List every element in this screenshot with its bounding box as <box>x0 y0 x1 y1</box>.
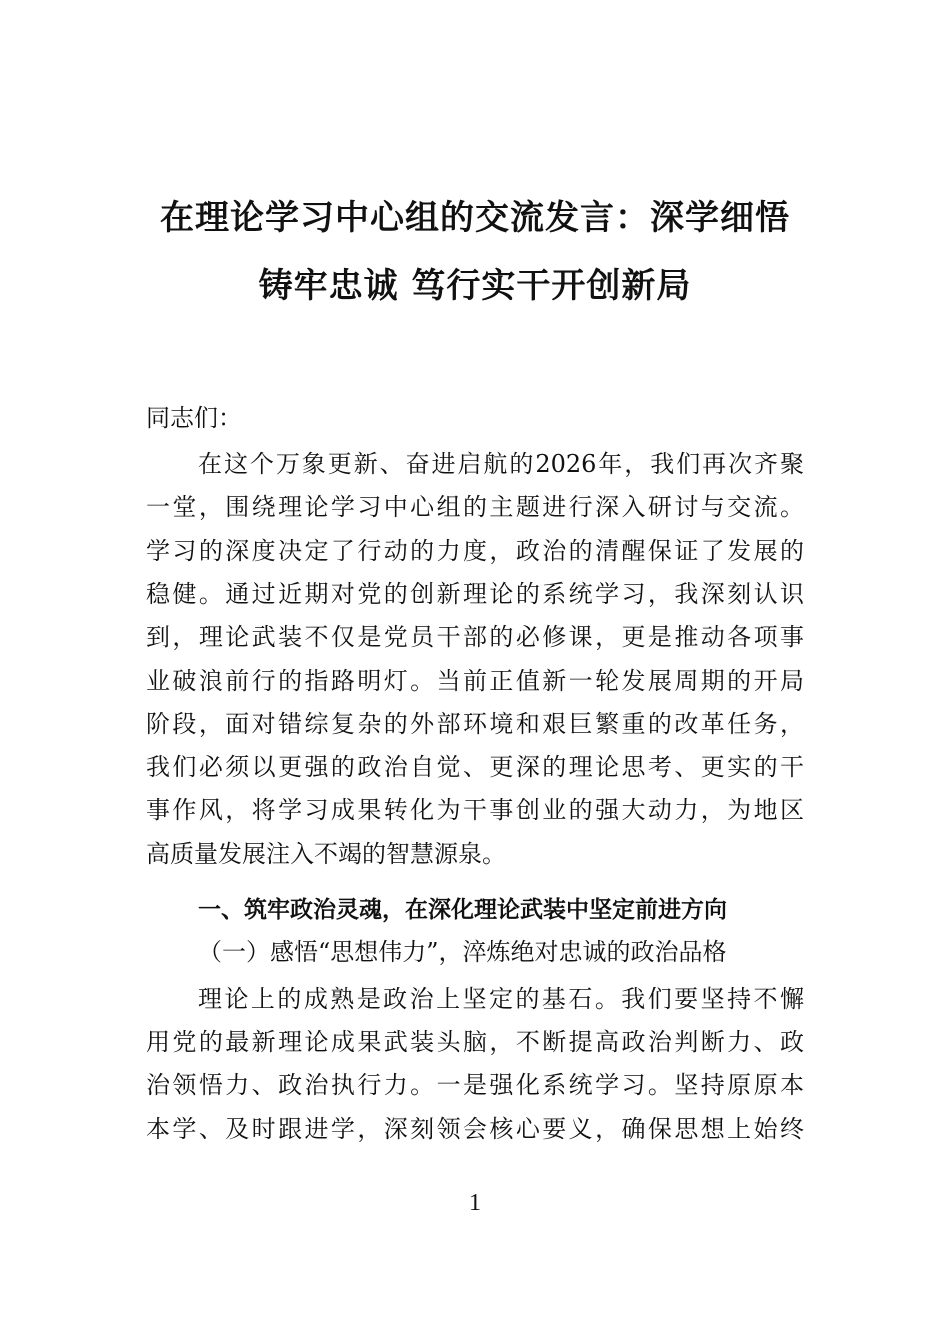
salutation: 同志们： <box>146 404 242 432</box>
page-number: 1 <box>469 1190 481 1216</box>
intro-line: 到，理论武装不仅是党员干部的必修课，更是推动各项事 <box>146 623 804 651</box>
document-title-line-2: 铸牢忠诚 笃行实干开创新局 <box>258 266 692 306</box>
intro-line: 阶段，面对错综复杂的外部环境和艰巨繁重的改革任务， <box>146 710 804 738</box>
intro-line: 我们必须以更强的政治自觉、更深的理论思考、更实的干 <box>146 753 804 781</box>
intro-line: 在这个万象更新、奋进启航的2026年，我们再次齐聚 <box>198 450 804 478</box>
document-title-line-1: 在理论学习中心组的交流发言：深学细悟 <box>160 198 790 238</box>
intro-line: 业破浪前行的指路明灯。当前正值新一轮发展周期的开局 <box>146 667 804 695</box>
section-line: 理论上的成熟是政治上坚定的基石。我们要坚持不懈 <box>198 985 804 1013</box>
intro-line: 高质量发展注入不竭的智慧源泉。 <box>146 840 506 868</box>
section-line: 用党的最新理论成果武装头脑，不断提高政治判断力、政 <box>146 1028 804 1056</box>
intro-line: 学习的深度决定了行动的力度，政治的清醒保证了发展的 <box>146 537 804 565</box>
section-line: 治领悟力、政治执行力。一是强化系统学习。坚持原原本 <box>146 1071 804 1099</box>
intro-line: 稳健。通过近期对党的创新理论的系统学习，我深刻认识 <box>146 580 804 608</box>
section-heading: 一、筑牢政治灵魂，在深化理论武装中坚定前进方向 <box>198 897 727 923</box>
section-line: 本学、及时跟进学，深刻领会核心要义，确保思想上始终 <box>146 1115 804 1143</box>
subsection-heading: （一）感悟“思想伟力”，淬炼绝对忠诚的政治品格 <box>198 938 727 966</box>
intro-line: 一堂，围绕理论学习中心组的主题进行深入研讨与交流。 <box>146 493 804 521</box>
intro-line: 事作风，将学习成果转化为干事创业的强大动力，为地区 <box>146 796 804 824</box>
